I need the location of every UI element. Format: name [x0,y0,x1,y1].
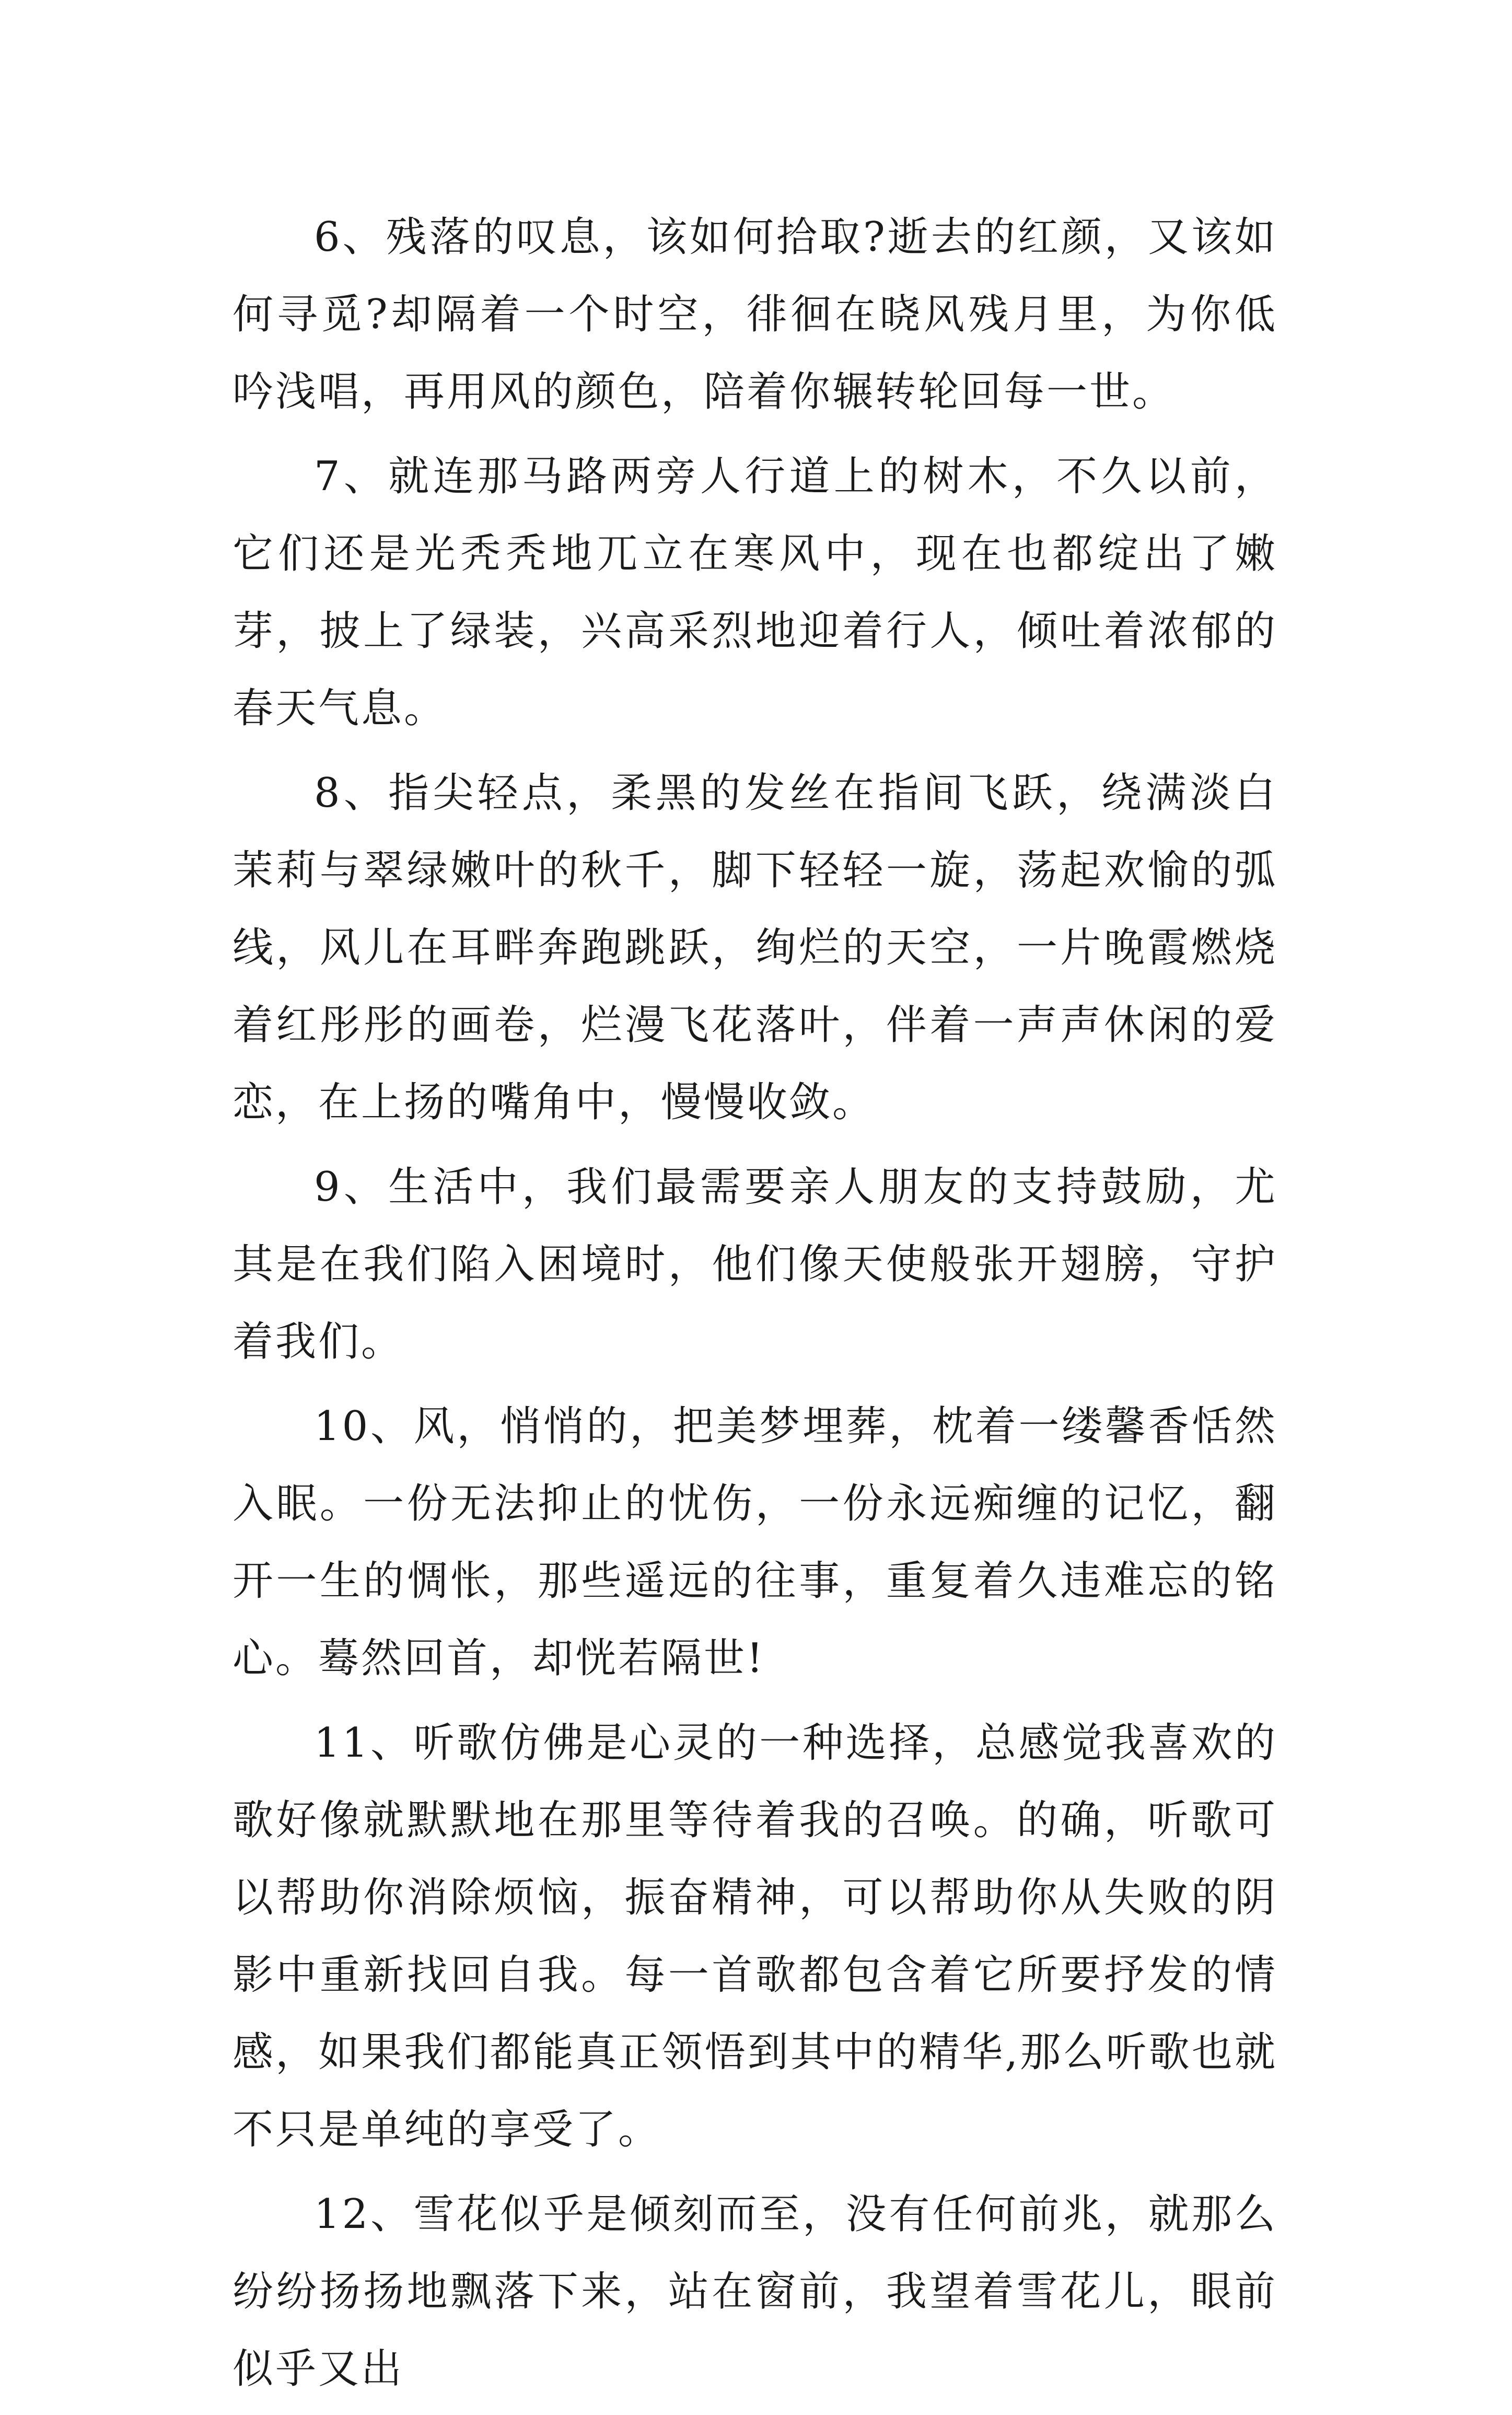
paragraph-10: 10、风，悄悄的，把美梦埋葬，枕着一缕馨香恬然入眠。一份无法抑止的忧伤，一份永远痴缠的记忆，翻开一生的惆怅，那些遥远的往事，重复着久违难忘的铭心。蓦然回首，却恍若隔世! [232,1403,1277,1682]
paragraph-8: 8、指尖轻点，柔黑的发丝在指间飞跃，绕满淡白茉莉与翠绿嫩叶的秋千，脚下轻轻一旋，荡起欢愉的弧线，风儿在耳畔奔跑跳跃，绚烂的天空，一片晚霞燃烧着红彤彤的画卷，烂漫飞花落叶，伴着一声声休闲的爱恋，在上扬的嘴角中，慢慢收敛。 [232,770,1277,1126]
paragraph-11: 11、听歌仿佛是心灵的一种选择，总感觉我喜欢的歌好像就默默地在那里等待着我的召唤。的确，听歌可以帮助你消除烦恼，振奋精神，可以帮助你从失败的阴影中重新找回自我。每一首歌都包含着它所要抒发的情感，如果我们都能真正领悟到其中的精华,那么听歌也就不只是单纯的享受了。 [232,1720,1277,2153]
document-body [232,199,1277,2415]
paragraph-9: 9、生活中，我们最需要亲人朋友的支持鼓励，尤其是在我们陷入困境时，他们像天使般张开翅膀，守护着我们。 [232,1164,1277,1365]
paragraph-12: 12、雪花似乎是倾刻而至，没有任何前兆，就那么纷纷扬扬地飘落下来，站在窗前，我望着雪花儿，眼前似乎又出 [232,2191,1277,2393]
paragraph-7: 7、就连那马路两旁人行道上的树木，不久以前，它们还是光秃秃地兀立在寒风中，现在也都绽出了嫩芽，披上了绿装，兴高采烈地迎着行人，倾吐着浓郁的春天气息。 [232,453,1277,732]
paragraph-6: 6、残落的叹息，该如何拾取?逝去的红颜，又该如何寻觅?却隔着一个时空，徘徊在晓风残月里，为你低吟浅唱，再用风的颜色，陪着你辗转轮回每一世。 [232,214,1277,415]
